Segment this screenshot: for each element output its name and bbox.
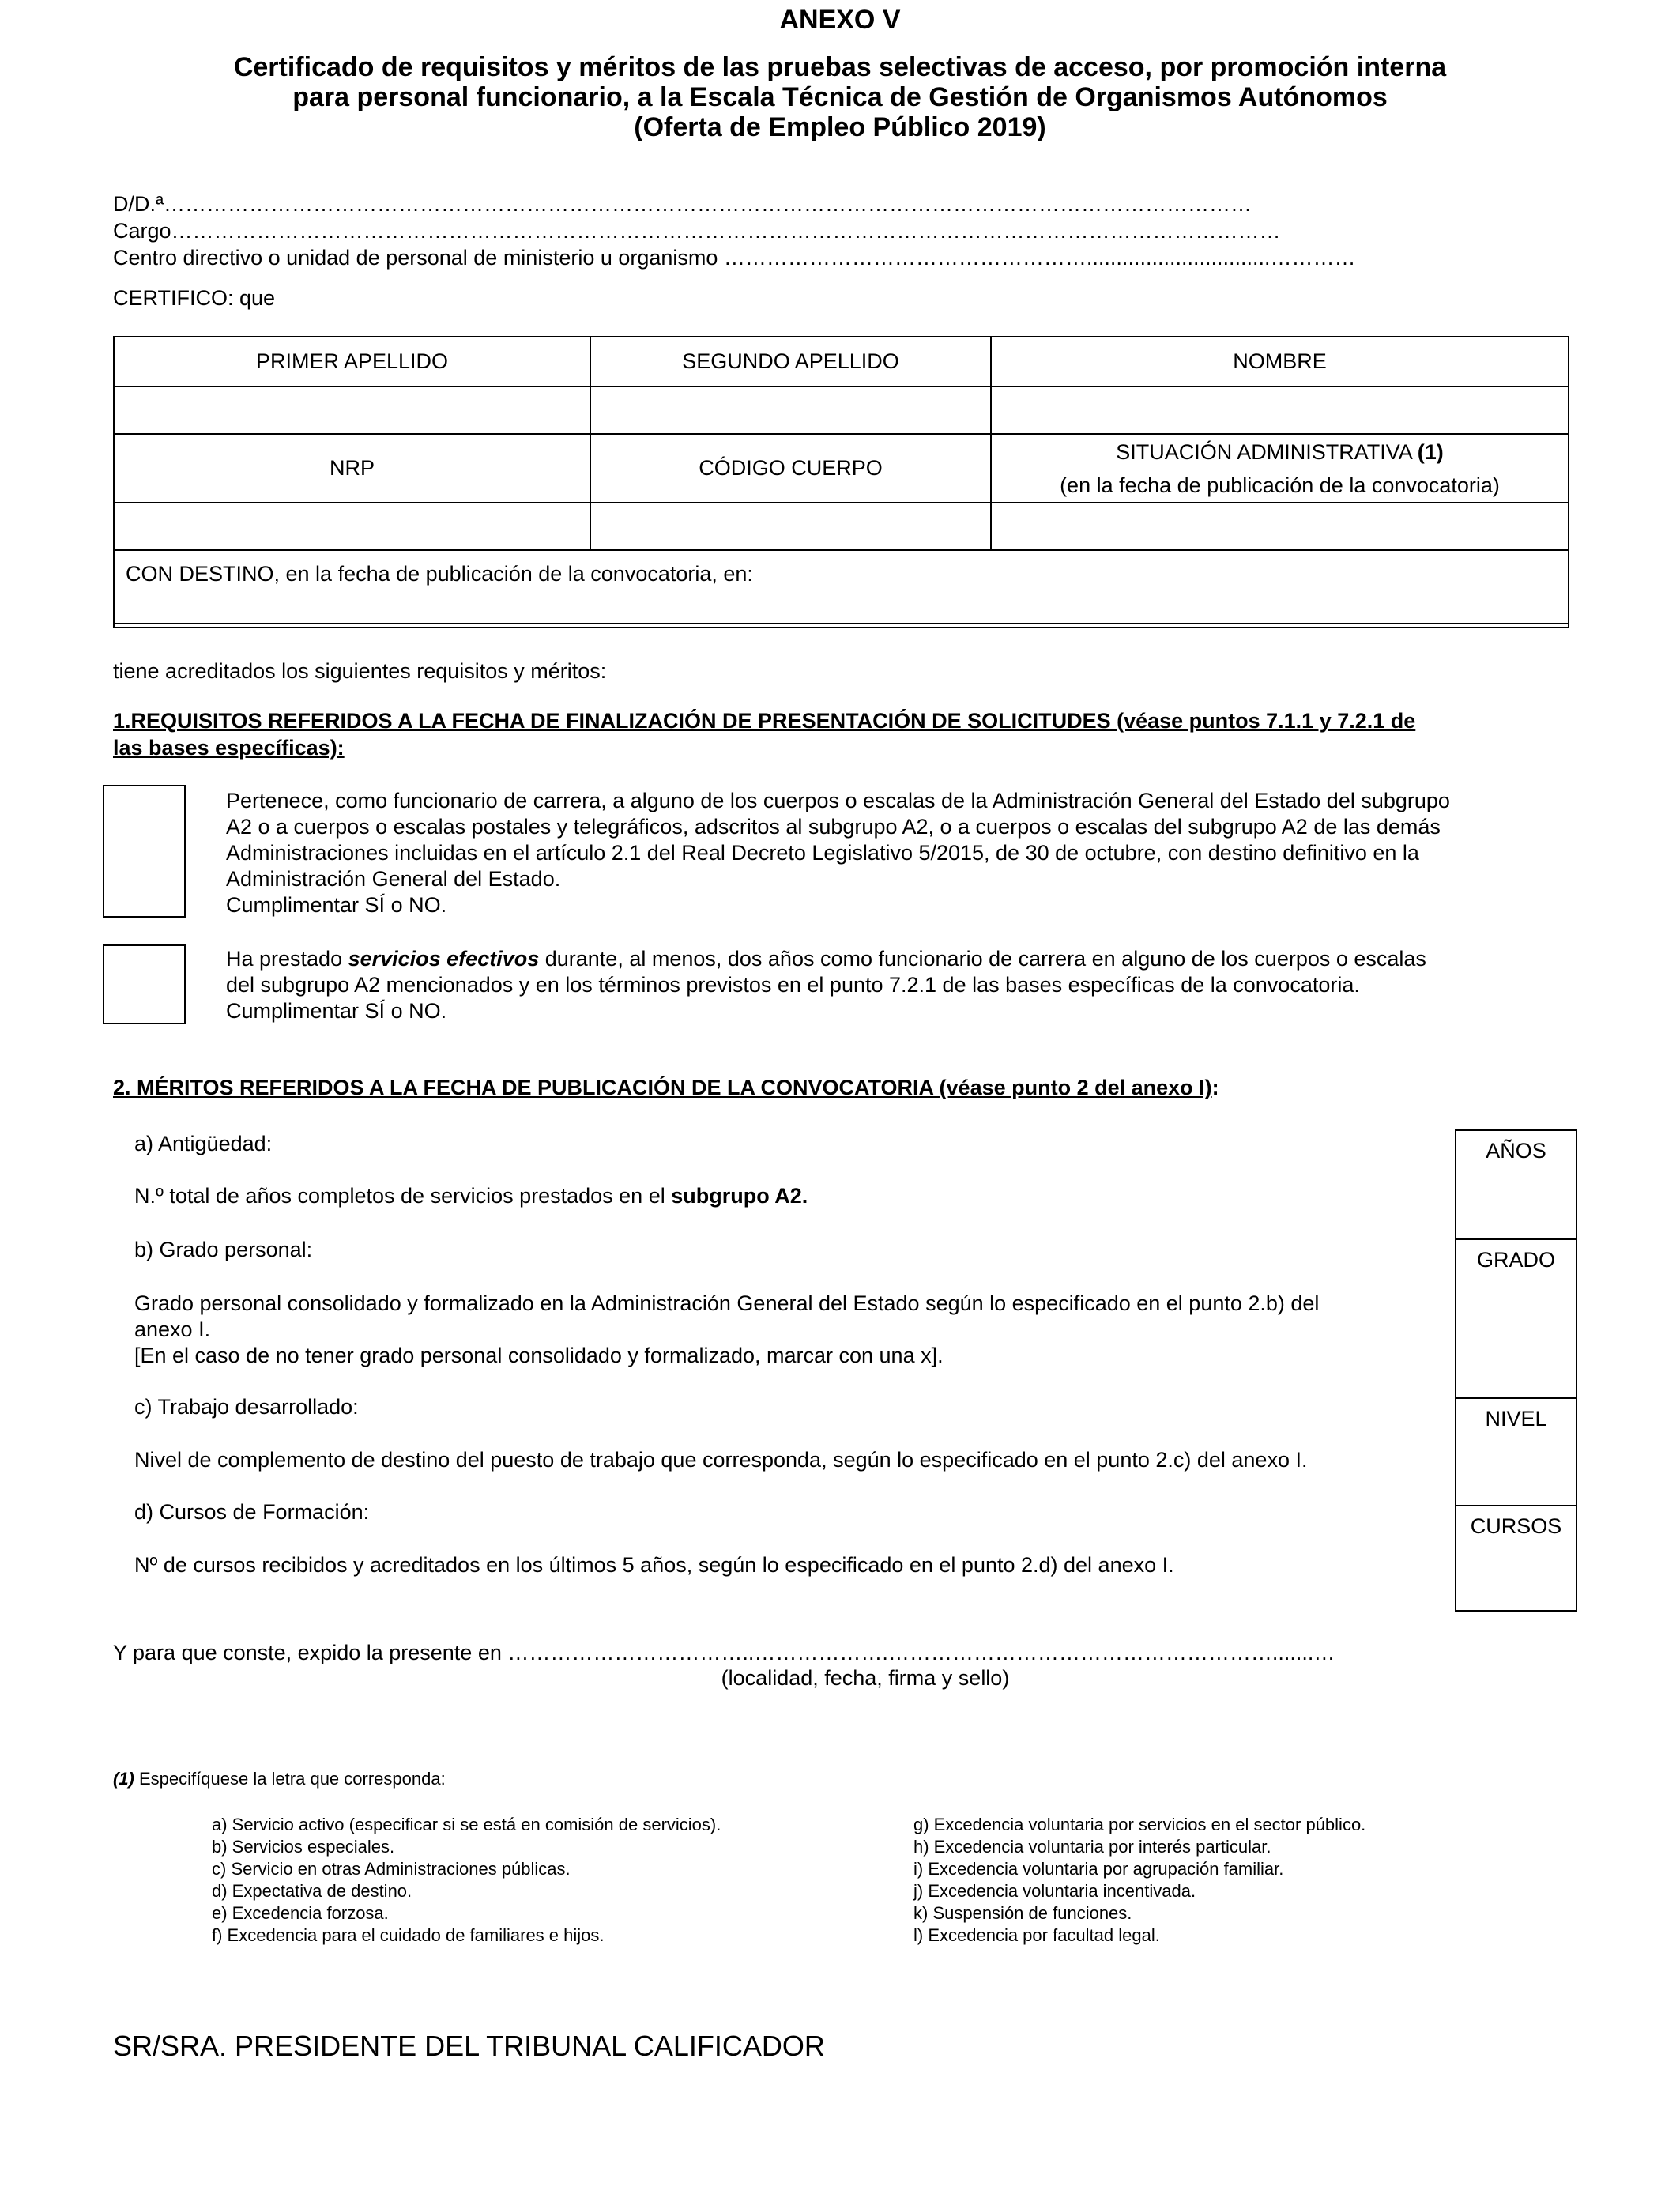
req2-line-3: Cumplimentar SÍ o NO. [226,999,447,1023]
document-subtitle [119,52,1561,142]
footnote-item: d) Expectativa de destino. [212,1881,412,1901]
situacion-input[interactable] [991,503,1568,550]
footnote-item: c) Servicio en otras Administraciones públicas. [212,1859,571,1879]
footnote-item: k) Suspensión de funciones. [913,1903,1132,1923]
codigo-cuerpo-header: CÓDIGO CUERPO [590,434,991,503]
merit-b-label: b) Grado personal: [134,1238,313,1261]
merit-a-text-pre: N.º total de años completos de servicios prestados en el [134,1184,672,1208]
section2-title-text: 2. MÉRITOS REFERIDOS A LA FECHA DE PUBLICACIÓN DE LA CONVOCATORIA (véase punto 2 del anexo I) [113,1076,1212,1099]
req1-line-2: A2 o a cuerpos o escalas postales y telegráficos, adscritos al subgrupo A2, o a cuerpos o escalas del subgrupo A2 de las demás [226,815,1441,839]
nombre-input[interactable] [991,386,1568,434]
anos-label: AÑOS [1486,1139,1546,1163]
dd-field[interactable]: D/D.ª……………………………………………………………………………………………………………………………………… [113,192,1252,216]
segundo-apellido-header: SEGUNDO APELLIDO [590,337,991,386]
addressee: SR/SRA. PRESIDENTE DEL TRIBUNAL CALIFICADOR [113,2030,825,2062]
certifico-label: CERTIFICO: que [113,286,276,310]
codigo-cuerpo-input[interactable] [590,503,991,550]
situacion-header [991,434,1568,503]
intro-text: tiene acreditados los siguientes requisitos y méritos: [113,659,607,683]
anos-box[interactable] [1456,1131,1576,1238]
segundo-apellido-input[interactable] [590,386,991,434]
requisito1-text [226,788,1490,918]
footnote-item: a) Servicio activo (especificar si se está en comisión de servicios). [212,1815,721,1834]
req1-line-4: Administración General del Estado. [226,867,561,891]
merit-b-line-3: [En el caso de no tener grado personal consolidado y formalizado, marcar con una x]. [134,1344,944,1367]
footnote-item: j) Excedencia voluntaria incentivada. [913,1881,1196,1901]
req2-pre: Ha prestado [226,947,348,971]
merit-d-text: Nº de cursos recibidos y acreditados en los últimos 5 años, según lo especificado en el punto 2.d) del anexo I. [134,1553,1174,1577]
closing-note: (localidad, fecha, firma y sello) [721,1666,1010,1690]
footnote-left-list [212,1814,721,1947]
primer-apellido-header: PRIMER APELLIDO [115,337,590,386]
nrp-header: NRP [115,434,590,503]
subtitle-line-3: (Oferta de Empleo Público 2019) [634,112,1046,142]
situacion-ref: (1) [1417,439,1444,464]
footnote-ref: (1) [113,1769,134,1789]
page-title: ANEXO V [779,5,901,35]
merit-a-text-bold: subgrupo A2. [671,1184,808,1208]
req1-line-3: Administraciones incluidas en el artículo 2.1 del Real Decreto Legislativo 5/2015, de 30 de octubre, con destino definitivo en la [226,841,1419,865]
section1-title [113,707,1571,761]
merits-value-box [1455,1129,1577,1612]
requisito2-text [226,946,1490,1024]
nivel-label: NIVEL [1485,1407,1547,1431]
merit-b-line-1: Grado personal consolidado y formalizado en la Administración General del Estado según lo especificado en el punto 2.b) del [134,1291,1320,1315]
primer-apellido-input[interactable] [115,386,590,434]
req2-post: durante, al menos, dos años como funcionario de carrera en alguno de los cuerpos o escalas [539,947,1426,971]
centro-field[interactable]: Centro directivo o unidad de personal de ministerio u organismo ……………………………………………...............................………… [113,246,1356,270]
nombre-header: NOMBRE [991,337,1568,386]
req2-emphasis: servicios efectivos [348,947,540,971]
footnote-item: f) Excedencia para el cuidado de familiares e hijos. [212,1925,605,1945]
destino-label: CON DESTINO, en la fecha de publicación de la convocatoria, en: [126,562,753,586]
merit-b-text [134,1291,1399,1369]
footnote-title [113,1768,446,1790]
situacion-note: (en la fecha de publicación de la convocatoria) [1060,473,1500,497]
cursos-label: CURSOS [1470,1514,1562,1538]
req1-line-5: Cumplimentar SÍ o NO. [226,893,447,917]
section2-title [113,1076,1219,1100]
req2-line-2: del subgrupo A2 mencionados y en los términos previstos en el punto 7.2.1 de las bases específicas de la convocatoria. [226,973,1360,997]
merit-a-label: a) Antigüedad: [134,1132,273,1155]
merit-a-text [134,1184,808,1208]
footnote-title-text: Especifíquese la letra que corresponda: [134,1769,446,1789]
footnote-right-list [913,1814,1365,1947]
merit-b-line-2: anexo I. [134,1318,211,1341]
subtitle-line-1: Certificado de requisitos y méritos de las pruebas selectivas de acceso, por promoción interna [233,52,1447,82]
merit-c-text: Nivel de complemento de destino del puesto de trabajo que corresponda, según lo especificado en el punto 2.c) del anexo I. [134,1448,1308,1472]
nrp-input[interactable] [115,503,590,550]
footnote-item: i) Excedencia voluntaria por agrupación familiar. [913,1859,1284,1879]
cursos-box[interactable] [1456,1505,1576,1610]
section1-title-line-1: 1.REQUISITOS REFERIDOS A LA FECHA DE FINALIZACIÓN DE PRESENTACIÓN DE SOLICITUDES (véase puntos 7.1.1 y 7.2.1 de [113,709,1416,733]
section1-title-line-2: las bases específicas): [113,736,345,760]
merit-c-label: c) Trabajo desarrollado: [134,1395,359,1419]
footnote-item: g) Excedencia voluntaria por servicios en el sector público. [913,1815,1366,1834]
personal-data-table [113,336,1569,628]
destino-cell[interactable] [115,550,1568,624]
footnote-item: h) Excedencia voluntaria por interés particular. [913,1837,1271,1857]
nivel-box[interactable] [1456,1397,1576,1505]
req1-line-1: Pertenece, como funcionario de carrera, a alguno de los cuerpos o escalas de la Administración General del Estado del subgrupo [226,789,1450,812]
grado-box[interactable] [1456,1238,1576,1397]
subtitle-line-2: para personal funcionario, a la Escala Técnica de Gestión de Organismos Autónomos [292,82,1388,112]
situacion-label: SITUACIÓN ADMINISTRATIVA [1116,439,1412,464]
footnote-item: l) Excedencia por facultad legal. [913,1925,1160,1945]
merit-d-label: d) Cursos de Formación: [134,1500,370,1524]
footnote-item: e) Excedencia forzosa. [212,1903,389,1923]
closing-line[interactable]: Y para que conste, expido la presente en ……………………………..……………….……………………………………………….......… [113,1641,1335,1664]
section2-title-colon: : [1211,1076,1219,1099]
footnote-item: b) Servicios especiales. [212,1837,395,1857]
requisito2-checkbox[interactable] [103,944,186,1024]
cargo-field[interactable]: Cargo………………………………………………………………………………………………………………………………………… [113,219,1281,243]
grado-label: GRADO [1476,1248,1555,1272]
requisito1-checkbox[interactable] [103,785,186,918]
